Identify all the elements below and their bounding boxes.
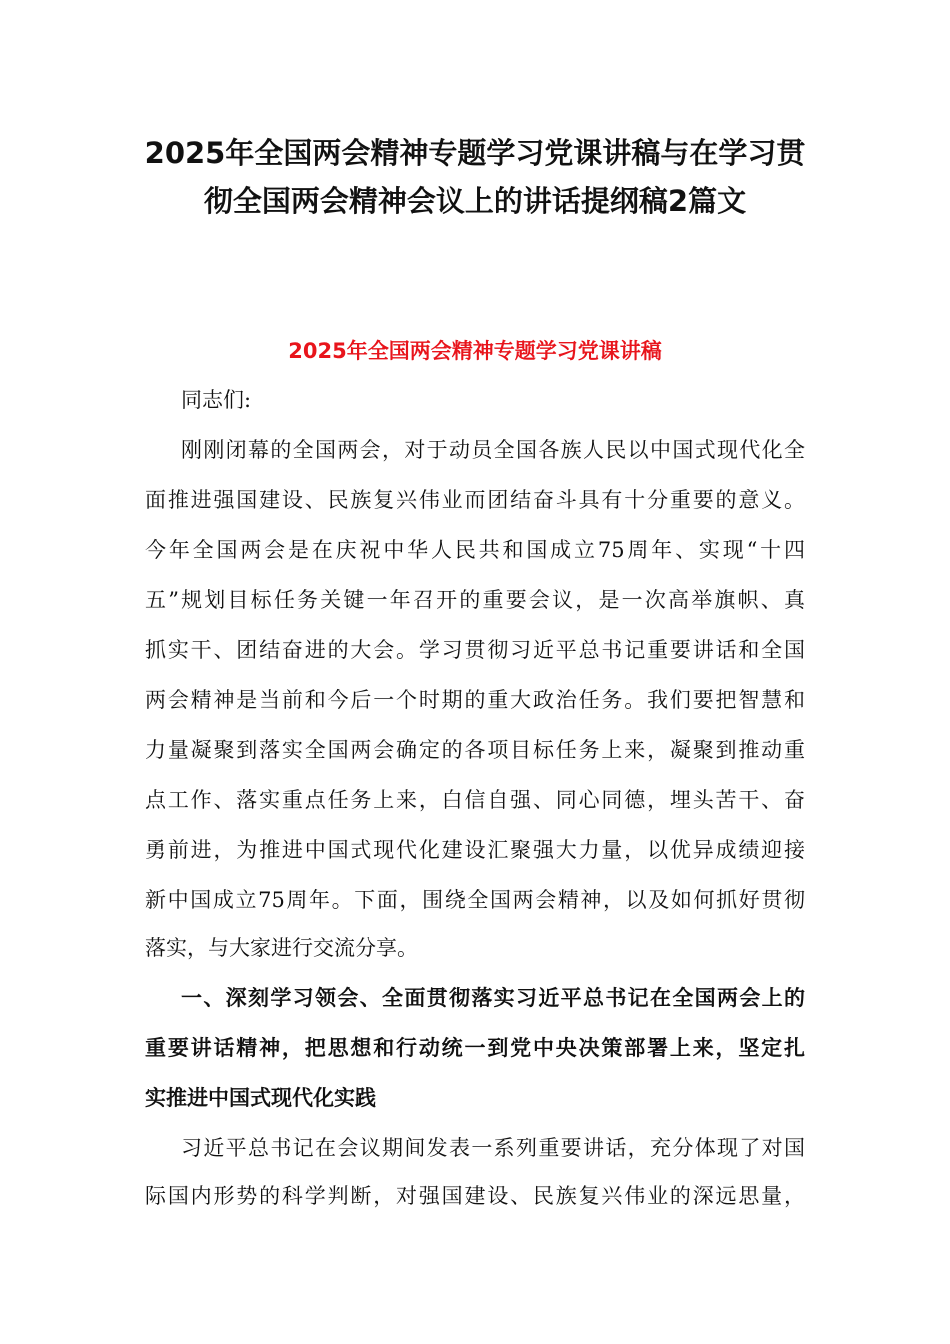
greeting: 同志们: <box>181 388 252 412</box>
text-line: 点工作、落实重点任务上来，白信自强、同心同德，埋头苦干、奋 <box>145 788 805 812</box>
heading-line: 重要讲话精神，把思想和行动统一到党中央决策部署上来，坚定扎 <box>145 1036 805 1060</box>
text-line: 勇前进，为推进中国式现代化建设汇聚强大力量，以优异成绩迎接 <box>145 838 805 862</box>
title-line-2: 彻全国两会精神会议上的讲话提纲稿2篇文 <box>203 184 747 218</box>
text-line: 落实，与大家进行交流分享。 <box>145 936 418 960</box>
text-line: 习近平总书记在会议期间发表一系列重要讲话，充分体现了对国 <box>181 1136 805 1160</box>
title-line-1: 2025年全国两会精神专题学习党课讲稿与在学习贯 <box>144 136 806 170</box>
text-line: 今年全国两会是在庆祝中华人民共和国成立75周年、实现“十四 <box>145 538 805 562</box>
text-line: 五”规划目标任务关键一年召开的重要会议，是一次高举旗帜、真 <box>145 588 805 612</box>
text-line: 新中国成立75周年。下面，围绕全国两会精神，以及如何抓好贯彻 <box>145 888 805 912</box>
heading-line: 一、深刻学习领会、全面贯彻落实习近平总书记在全国两会上的 <box>181 986 805 1010</box>
text-line: 抓实干、团结奋进的大会。学习贯彻习近平总书记重要讲话和全国 <box>145 638 805 662</box>
text-line: 际国内形势的科学判断，对强国建设、民族复兴伟业的深远思量， <box>145 1184 805 1208</box>
text-line: 刚刚闭幕的全国两会，对于动员全国各族人民以中国式现代化全 <box>181 438 805 462</box>
text-line: 两会精神是当前和今后一个时期的重大政治任务。我们要把智慧和 <box>145 688 805 712</box>
section-subtitle: 2025年全国两会精神专题学习党课讲稿 <box>288 339 662 363</box>
text-line: 面推进强国建设、民族复兴伟业而团结奋斗具有十分重要的意义。 <box>145 488 805 512</box>
text-line: 力量凝聚到落实全国两会确定的各项目标任务上来，凝聚到推动重 <box>145 738 805 762</box>
heading-line: 实推进中国式现代化实践 <box>145 1086 376 1110</box>
